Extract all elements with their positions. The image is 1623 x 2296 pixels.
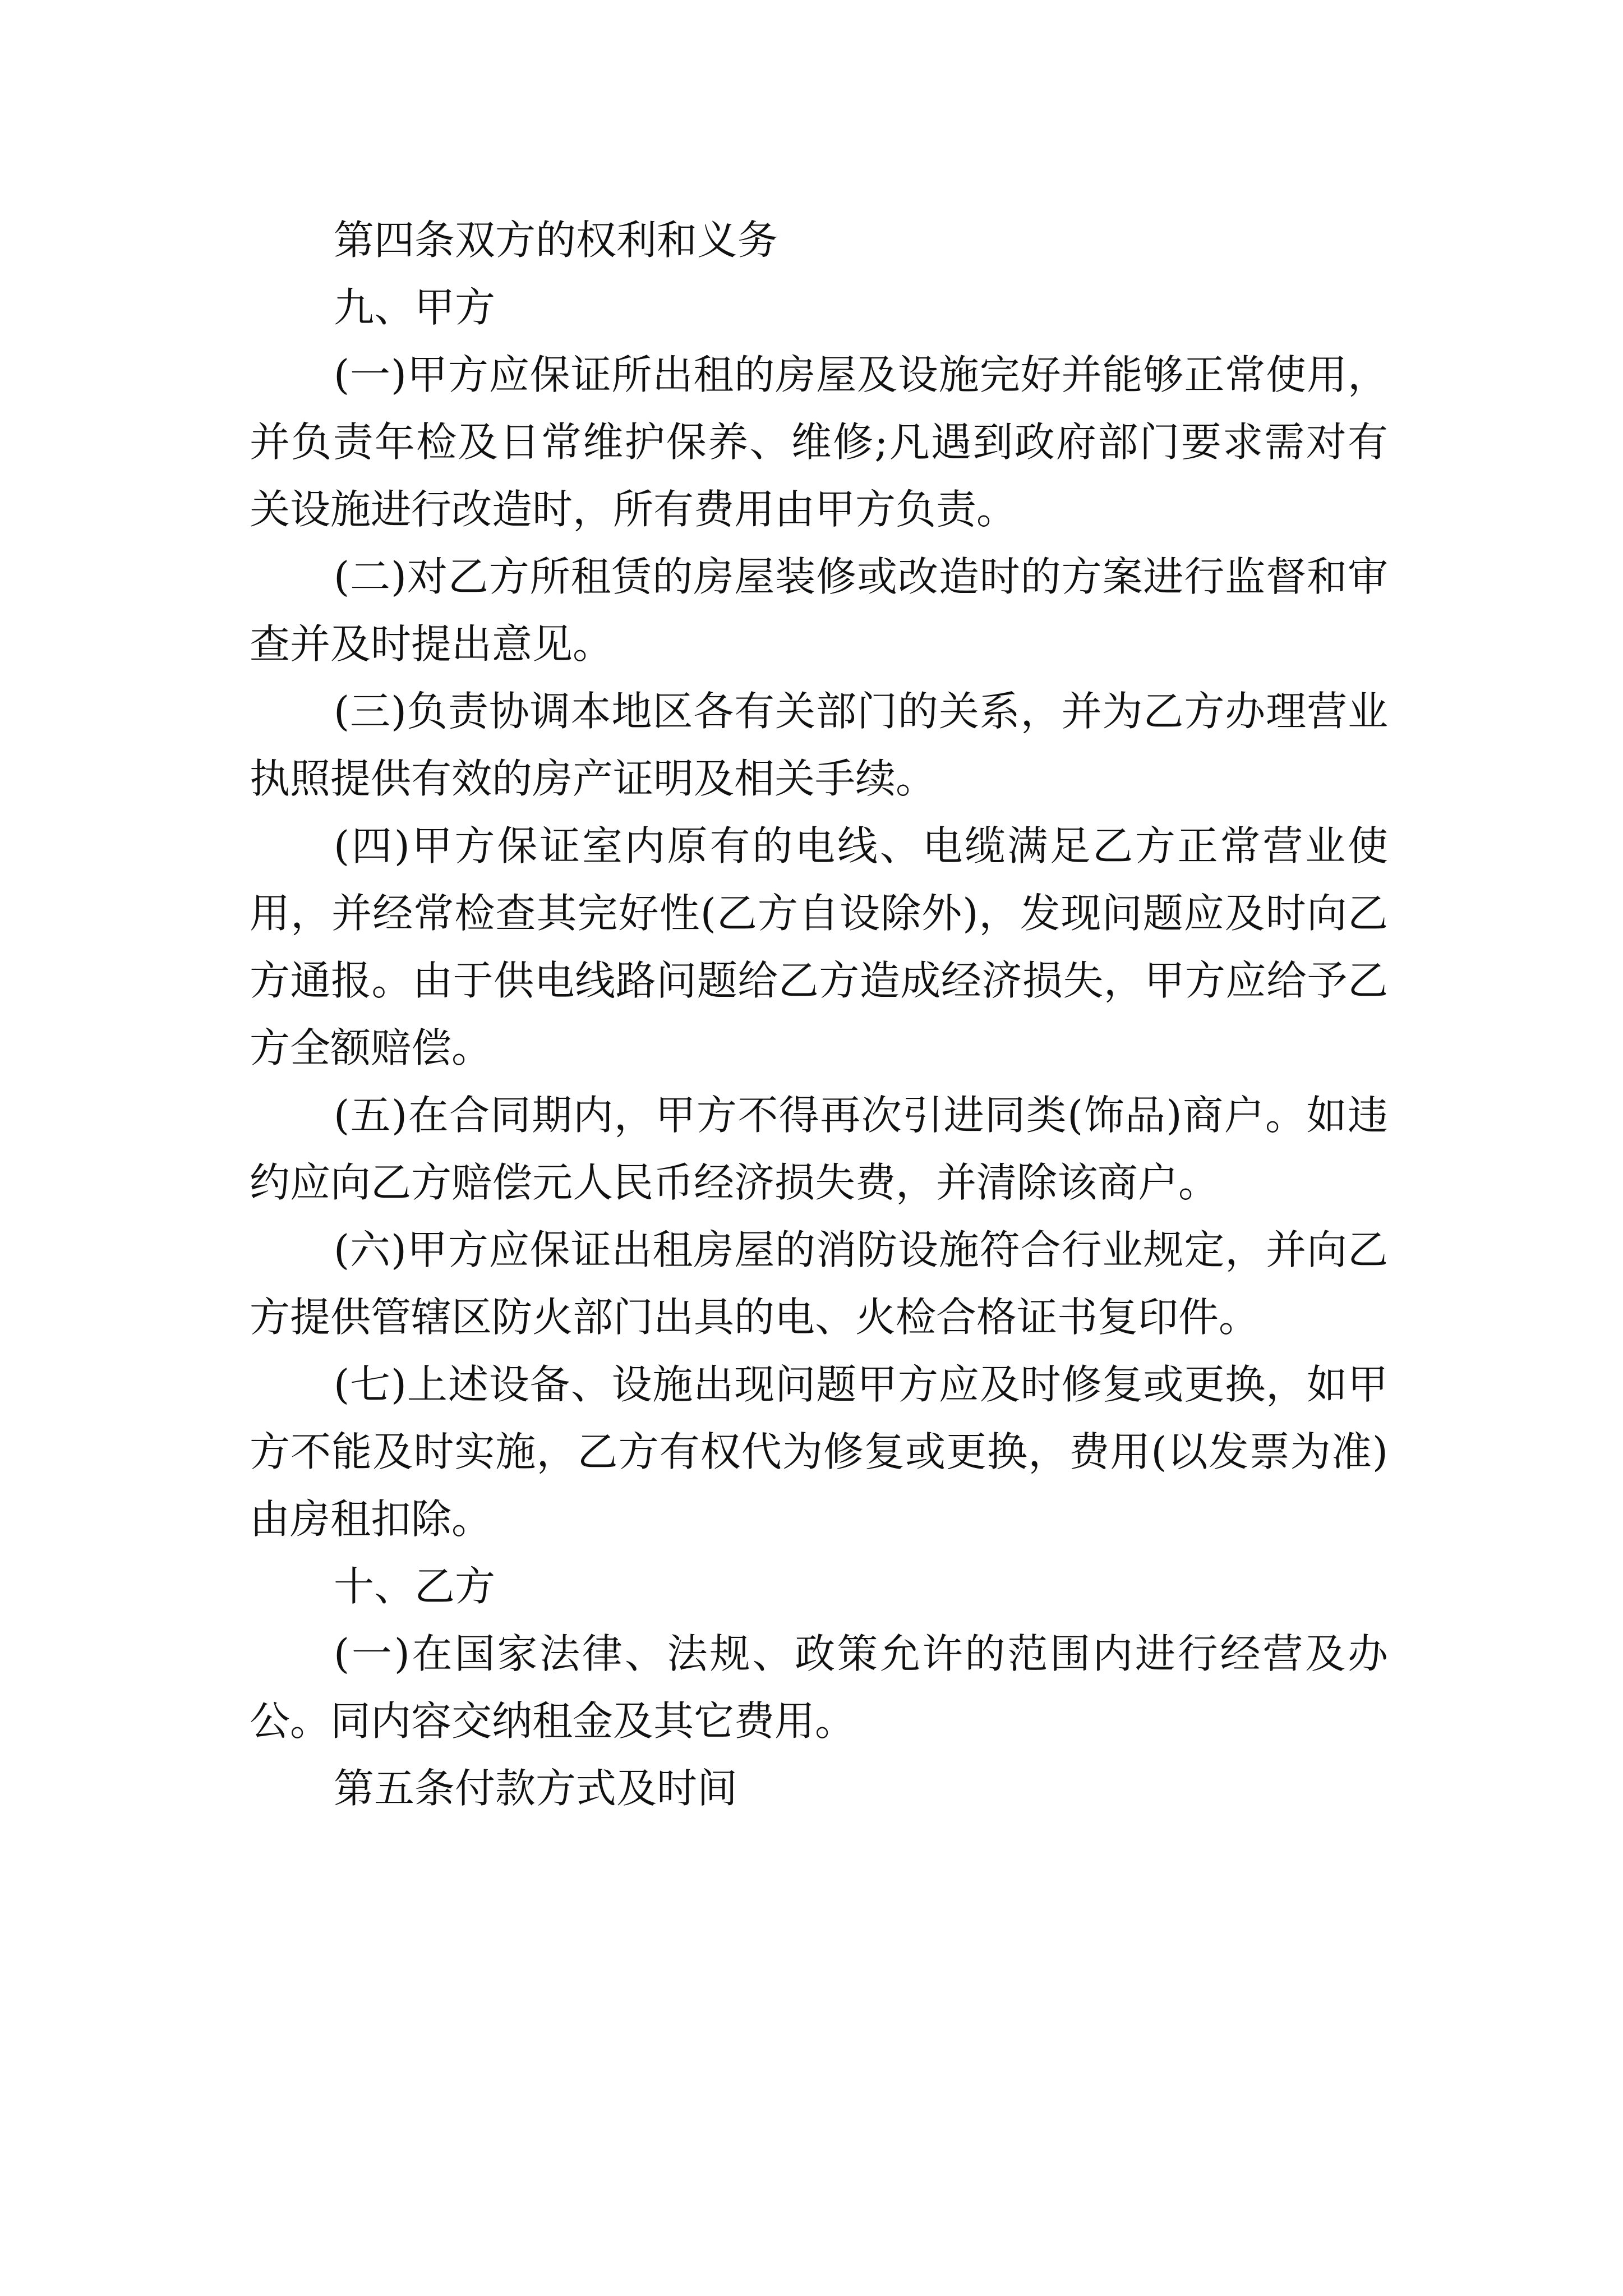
clause-paragraph: (一)在国家法律、法规、政策允许的范围内进行经营及办公。同内容交纳租金及其它费用。: [250, 1630, 1388, 1745]
clause-paragraph: (一)甲方应保证所出租的房屋及设施完好并能够正常使用，并负责年检及日常维护保养、维修;凡遇到政府部门要求需对有关设施进行改造时，所有费用由甲方负责。: [250, 351, 1388, 533]
clause-paragraph: (四)甲方保证室内原有的电线、电缆满足乙方正常营业使用，并经常检查其完好性(乙方自设除外)，发现问题应及时向乙方通报。由于供电线路问题给乙方造成经济损失，甲方应给予乙方全额赔偿。: [250, 822, 1388, 1071]
section-heading-article-5: 第五条付款方式及时间: [334, 1765, 738, 1812]
clause-paragraph: (六)甲方应保证出租房屋的消防设施符合行业规定，并向乙方提供管辖区防火部门出具的电、火检合格证书复印件。: [250, 1226, 1388, 1341]
section-heading-article-4: 第四条双方的权利和义务: [334, 217, 778, 264]
document-page: [250, 206, 1388, 1822]
clause-paragraph: (三)负责协调本地区各有关部门的关系，并为乙方办理营业执照提供有效的房产证明及相关手续。: [250, 688, 1388, 802]
subsection-heading-party-a: 九、甲方: [334, 284, 496, 331]
clause-paragraph: (七)上述设备、设施出现问题甲方应及时修复或更换，如甲方不能及时实施，乙方有权代为修复或更换，费用(以发票为准)由房租扣除。: [250, 1361, 1388, 1543]
clause-paragraph: (五)在合同期内，甲方不得再次引进同类(饰品)商户。如违约应向乙方赔偿元人民币经济损失费，并清除该商户。: [250, 1092, 1388, 1206]
subsection-heading-party-b: 十、乙方: [334, 1563, 496, 1610]
clause-paragraph: (二)对乙方所租赁的房屋装修或改造时的方案进行监督和审查并及时提出意见。: [250, 553, 1388, 668]
